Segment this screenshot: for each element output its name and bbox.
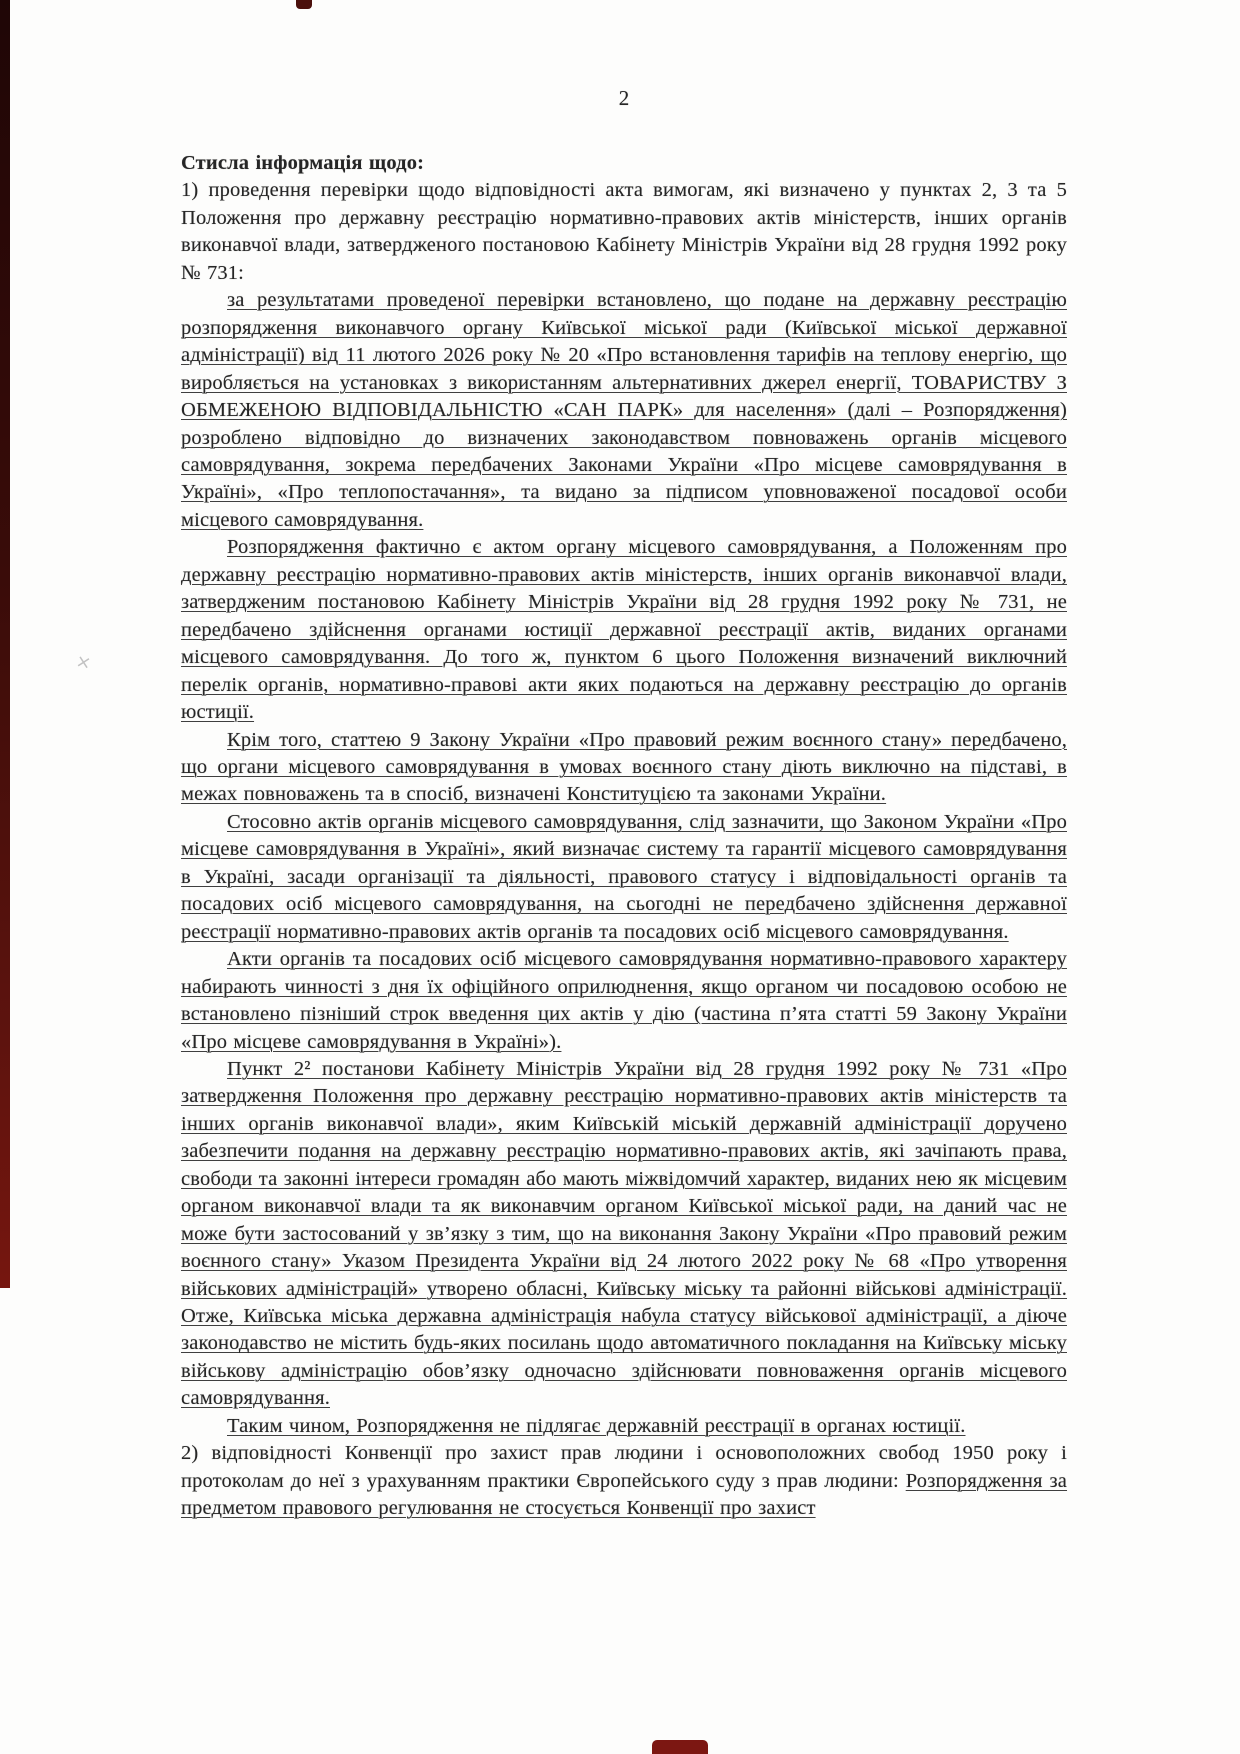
paragraph-point-2-2-resolution-731: Пункт 2² постанови Кабінету Міністрів України від 28 грудня 1992 року № 731 «Про затвердження Положення про державну реєстрацію нормативно-правових актів міністерств та інших органів виконавчої влади», яким Київській міській державній адміністрації доручено забезпечити подання на державну реєстрацію нормативно-правових актів, які зачіпають права, свободи та законні інтереси громадян або мають міжвідомчий характер, виданих нею як місцевим органом виконавчої влади та як виконавчим органом Київської міської ради, на даний час не може бути застосований у зв’язку з тим, що на виконання Закону України «Про правовий режим воєнного стану» Указом Президента України від 24 лютого 2022 року № 68 «Про утворення військових адміністрацій» утворено обласні, Київську міську та районні військові адміністрації. Отже, Київська міська державна адміністрація набула статусу військової адміністрації, а діюче законодавство не містить будь-яких посилань щодо автоматичного покладання на Київську міську військову адміністрацію обов’язку одночасно здійснювати повноваження органів місцевого самоврядування.	[181, 1057, 1067, 1410]
paragraph-martial-law-article9: Крім того, статтею 9 Закону України «Про правовий режим воєнного стану» передбачено, що органи місцевого самоврядування в умовах воєнного стану діють виключно на підставі, в межах повноважень та в спосіб, визначені Конституцією та законами України.	[181, 728, 1067, 806]
paragraph-item2-intro: 2) відповідності Конвенції про захист прав людини і основоположних свобод 1950 року і протоколам до неї з урахуванням практики Європейського суду з прав людини:	[181, 1442, 1067, 1492]
section-heading: Стисла інформація щодо:	[181, 152, 425, 174]
paragraph-item2-underlined: Розпорядження за предметом правового регулювання не стосується Конвенції про захист	[181, 1469, 1068, 1520]
scan-artifact-bottom-mark	[652, 1740, 708, 1754]
scan-artifact-left-strip	[0, 0, 10, 1288]
paragraph-item2	[181, 1440, 1067, 1522]
paragraph-registration-findings: за результатами проведеної перевірки встановлено, що подане на державну реєстрацію розпорядження виконавчого органу Київської міської ради (Київської міської державної адміністрації) від 11 лютого 2026 року № 20 «Про встановлення тарифів на теплову енергію, що виробляється на установках з використанням альтернативних джерел енергії, ТОВАРИСТВУ З ОБМЕЖЕНОЮ ВІДПОВІДАЛЬНІСТЮ «САН ПАРК» для населення» (далі – Розпорядження) розроблено відповідно до визначених законодавством повноважень органів місцевого самоврядування, зокрема передбачених Законами України «Про місцеве самоврядування в Україні», «Про теплопостачання», та видано за підписом уповноваженої посадової особи місцевого самоврядування.	[181, 289, 1067, 531]
page-number: 2	[618, 86, 630, 110]
paragraph-act-of-local-government: Розпорядження фактично є актом органу місцевого самоврядування, а Положенням про державну реєстрацію нормативно-правових актів міністерств, інших органів виконавчої влади, затвердженим постановою Кабінету Міністрів України від 28 грудня 1992 року № 731, не передбачено здійснення органами юстиції державної реєстрації актів, виданих органами місцевого самоврядування. До того ж, пунктом 6 цього Положення визначений виключний перелік органів, нормативно-правові акти яких подаються на державну реєстрацію до органів юстиції.	[181, 536, 1067, 724]
paragraph-conclusion: Таким чином, Розпорядження не підлягає державній реєстрації в органах юстиції.	[227, 1414, 966, 1437]
document-body	[181, 150, 1067, 1523]
scan-artifact-top-mark	[296, 0, 312, 9]
scan-artifact-stray-mark: ×	[73, 650, 94, 675]
paragraph-acts-entry-into-force: Акти органів та посадових осіб місцевого самоврядування нормативно-правового характеру набирають чинності з дня їх офіційного оприлюднення, якщо органом чи посадовою особою не встановлено пізніший строк введення цих актів у дію (частина п’ята статті 59 Закону України «Про місцеве самоврядування в Україні»).	[181, 948, 1067, 1053]
paragraph-local-government-law: Стосовно актів органів місцевого самоврядування, слід зазначити, що Законом України «Про місцеве самоврядування в Україні», який визначає систему та гарантії місцевого самоврядування в Україні, засади організації та діяльності, правового статусу і відповідальності органів та посадових осіб місцевого самоврядування, на сьогодні не передбачено здійснення державної реєстрації нормативно-правових актів органів та посадових осіб місцевого самоврядування.	[181, 810, 1067, 943]
paragraph-item1-intro: 1) проведення перевірки щодо відповідності акта вимогам, які визначено у пунктах 2, 3 та 5 Положення про державну реєстрацію нормативно-правових актів міністерств, інших органів виконавчої влади, затвердженого постановою Кабінету Міністрів України від 28 грудня 1992 року № 731:	[181, 179, 1067, 284]
